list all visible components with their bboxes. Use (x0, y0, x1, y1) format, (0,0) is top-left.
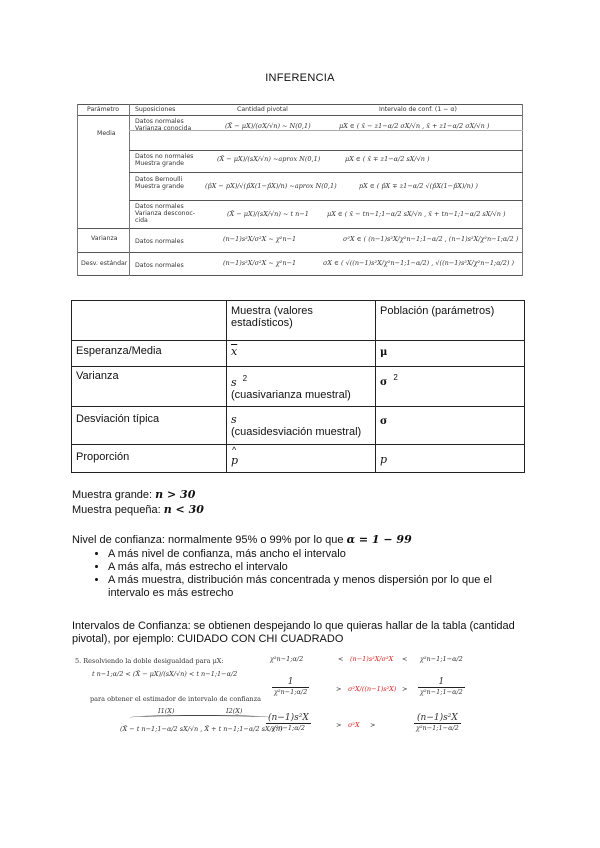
sup4-c: cida (135, 217, 148, 224)
poblacion-desviacion (376, 407, 525, 445)
frac-res-left-den: χ²n−1;α/2 (271, 724, 305, 732)
frac-res-right-den: χ²n−1;1−α/2 (416, 724, 459, 732)
gt-4: > (370, 721, 376, 729)
sup2-b: Muestra grande (135, 160, 184, 167)
poblacion-media (376, 341, 525, 367)
cuasivarianza-note: (cuasivarianza muestral) (231, 389, 351, 401)
nivel-confianza-text: Nivel de confianza: normalmente 95% o 99% por lo que (72, 534, 344, 546)
cuasidesviacion-note: (cuasidesviación muestral) (231, 426, 362, 438)
lt-2: < (402, 655, 408, 663)
table-row (72, 407, 525, 445)
gt-2: > (402, 685, 408, 693)
frac-inv-left-den: χ²n−1;α/2 (274, 688, 308, 696)
sup3-a: Datos Bernoulli (135, 176, 183, 183)
derivation-bottom-interval: (X̄ − t n−1;1−α/2 sX/√n , X̄ + t n−1;1−α/2 sX/√n) (120, 725, 283, 733)
frac-res-right-num: (n−1)s²X (414, 713, 461, 724)
sup2-a: Datos no normales (135, 153, 194, 160)
muestra-grande-label: Muestra grande: (72, 489, 153, 501)
frac-res-right (414, 713, 461, 732)
label-i2: I2(X̲) (226, 707, 243, 715)
frac-inv-right-den: χ²n−1;1−α/2 (420, 688, 463, 696)
cmp-header-poblacion: Población (parámetros) (376, 301, 525, 341)
interval-4: μX ∈ ( x̄ − tn−1;1−α/2 sX/√n , x̄ + tn−1;1−α/2 sX/√n ) (327, 210, 506, 218)
interval-1: μX ∈ ( x̄ − z1−α/2 σX/√n , x̄ + z1−α/2 σX/√n ) (339, 122, 490, 130)
poblacion-varianza (376, 367, 525, 407)
frac-inv-right (418, 677, 465, 696)
sup1-b: Varianza conocida (135, 125, 192, 132)
lt-1: < (338, 655, 344, 663)
intervalos-paragraph: Intervalos de Confianza: se obtienen despejando lo que quieras hallar de la tabla (cantidad pivotal), por ejemplo: CUIDADO CON CHI CUADRADO (72, 620, 515, 645)
xbar-symbol: $\overline{x}$ (231, 345, 238, 358)
frac-res-left (266, 713, 311, 732)
list-item: • A más muestra, distribución más concentrada y menos dispersión por lo que el intervalo es más estrecho (108, 574, 528, 600)
header-parametro: Parámetro (87, 106, 120, 113)
sigma-symbol: σ (380, 416, 388, 427)
sup4-a: Datos normales (135, 203, 184, 210)
nivel-confianza-line (72, 533, 412, 547)
table-row (72, 341, 525, 367)
overbrace (130, 715, 270, 720)
chi-right-top: χ²n−1;1−α/2 (420, 655, 463, 663)
param-media: Media (97, 130, 116, 137)
table-row (72, 445, 525, 473)
interval-6: σX ∈ ( √((n−1)s²X/χ²n−1;1−α/2) , √((n−1)s²X/χ²n−1;α/2) ) (323, 259, 515, 267)
page-title: INFERENCIA (265, 72, 335, 84)
frac-res-left-num: (n−1)s²X (268, 713, 309, 723)
muestra-pequena-label: Muestra pequeña: (72, 504, 161, 516)
bullet-list (90, 548, 528, 600)
s2-exponent: 2 (242, 374, 248, 383)
muestra-pequena-line (72, 503, 204, 517)
interval-5: σ²X ∈ ( (n−1)s²X/χ²n−1;1−α/2 , (n−1)s²X/χ²n−1;α/2 ) (343, 235, 519, 243)
pivot-5: (n−1)s²X/σ²X ~ χ²n−1 (223, 235, 297, 243)
header-suposiciones: Suposiciones (135, 106, 176, 113)
sup1-a: Datos normales (135, 118, 184, 125)
sup4-b: Varianza desconoc- (135, 210, 196, 217)
row-label-varianza: Varianza (72, 367, 227, 407)
phat-symbol: p (231, 454, 239, 467)
gt-1: > (336, 685, 342, 693)
derivation-step: 5. Resolviendo la doble desigualdad para μX: (75, 657, 224, 665)
s-symbol: s (231, 413, 237, 426)
row-label-media: Esperanza/Media (72, 341, 227, 367)
interval-3: pX ∈ ( p̂X ∓ z1−α/2 √(p̂X(1−p̂X)/n) ) (359, 182, 478, 190)
sup3-b: Muestra grande (135, 183, 184, 190)
pivot-2: (X̄ − μX)/(sX/√n) ~aprox N(0,1) (217, 155, 321, 163)
pivot-6: (n−1)s²X/σ²X ~ χ²n−1 (223, 259, 297, 267)
sup5: Datos normales (135, 238, 184, 245)
sigma2-symbol: σ (380, 377, 388, 388)
mid-res-expr: σ²X (348, 721, 360, 729)
muestra-media (227, 341, 376, 367)
table-row (72, 367, 525, 407)
row-label-desviacion: Desviación típica (72, 407, 227, 445)
muestra-desviacion (227, 407, 376, 445)
mu-symbol: μ (380, 347, 388, 358)
param-desv: Desv. estándar (81, 260, 128, 267)
frac-inv-left (272, 677, 309, 696)
sigma2-exponent: 2 (393, 373, 398, 382)
header-cantidad-pivotal: Cantidad pivotal (237, 106, 288, 113)
chi-left-top: χ²n−1;α/2 (270, 655, 304, 663)
row-label-proporcion: Proporción (72, 445, 227, 473)
label-i1: I1(X̲) (158, 707, 175, 715)
sup6: Datos normales (135, 262, 184, 269)
list-item: • A más alfa, más estrecho el intervalo (108, 561, 528, 574)
list-item: • A más nivel de confianza, más ancho el intervalo (108, 548, 528, 561)
formula-table (77, 104, 523, 276)
pivot-3: (p̂X − pX)/√(p̂X(1−p̂X)/n) ~aprox N(0,1) (205, 182, 337, 190)
p-symbol: p (380, 453, 388, 466)
param-varianza: Varianza (91, 235, 118, 242)
derivation-inequality: t n−1;α/2 < (X̄ − μX)/(sX/√n) < t n−1;1−α/2 (92, 670, 238, 678)
cmp-header-muestra: Muestra (valores estadísticos) (227, 301, 376, 341)
mid-top-expr: (n−1)s²X/σ²X (350, 655, 394, 663)
muestra-grande-expr: n > 30 (155, 488, 196, 501)
cmp-header-empty (72, 301, 227, 341)
s2-symbol: s (231, 376, 237, 389)
header-intervalo: Intervalo de conf. (1 − α) (379, 106, 457, 113)
poblacion-proporcion (376, 445, 525, 473)
muestra-pequena-expr: n < 30 (163, 503, 204, 516)
muestra-varianza (227, 367, 376, 407)
derivation-obtain: para obtener el estimador de intervalo de confianza (90, 695, 261, 703)
pivot-4: (X̄ − μX)/(sX/√n) ~ t n−1 (227, 210, 309, 218)
gt-3: > (336, 721, 342, 729)
muestra-grande-line (72, 488, 195, 502)
mid-inv-expr: σ²X/((n−1)s²X) (348, 685, 397, 693)
nivel-confianza-expr: α = 1 − 99 (346, 533, 412, 546)
comparison-table (71, 300, 525, 473)
muestra-proporcion: ^ p (227, 445, 376, 473)
derivation-figure (75, 655, 520, 750)
pivot-1: (X̄ − μX)/(σX/√n) ~ N(0,1) (225, 122, 311, 130)
interval-2: μX ∈ ( x̄ ∓ z1−α/2 sX/√n ) (345, 155, 430, 163)
frac-inv-left-num: 1 (272, 677, 309, 688)
frac-inv-right-num: 1 (418, 677, 465, 688)
